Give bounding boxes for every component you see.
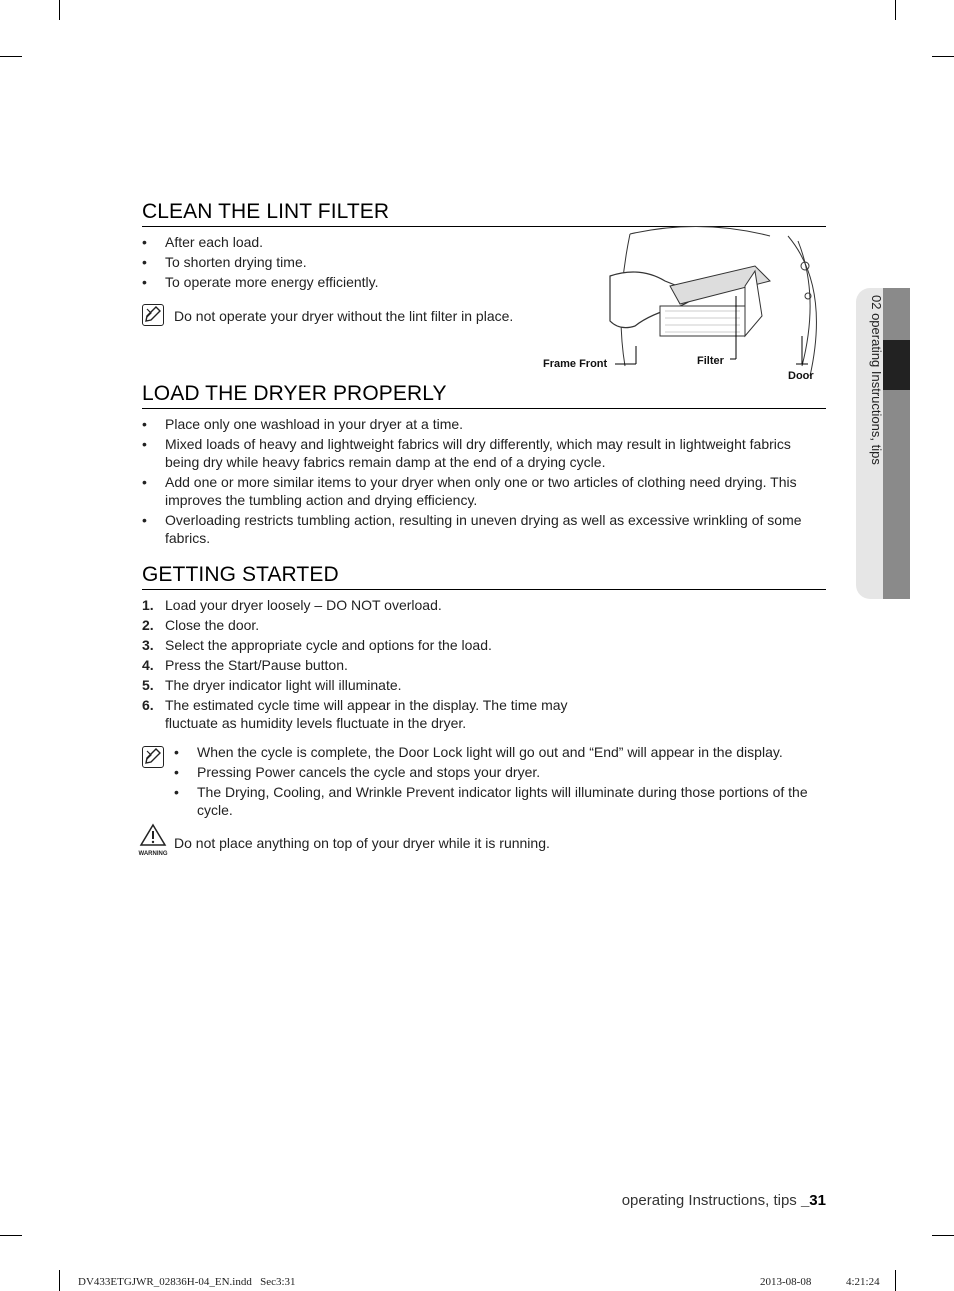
step-text: The dryer indicator light will illuminate. — [165, 677, 402, 693]
load-bullets — [142, 415, 826, 549]
step-text: Load your dryer loosely – DO NOT overload. — [165, 597, 442, 613]
list-item: • Add one or more similar items to your dryer when only one or two articles of clothing need drying. This improves the tumbling action and drying efficiency. — [142, 473, 826, 509]
step-text: Press the Start/Pause button. — [165, 657, 348, 673]
callout-frame-front: Frame Front — [543, 358, 608, 370]
slug-time: 4:21:24 — [846, 1276, 880, 1288]
side-tab-bar — [883, 288, 910, 599]
list-item: • Mixed loads of heavy and lightweight fabrics will dry differently, which may result in lightweight fabrics being dry while heavy fabrics remain damp at the end of a drying cycle. — [142, 435, 826, 471]
step-number: 3. — [142, 637, 154, 653]
crop-mark — [895, 0, 896, 20]
lint-note: Do not operate your dryer without the lint filter in place. — [174, 308, 514, 324]
lint-bullets — [142, 233, 562, 293]
step-number: 2. — [142, 617, 154, 633]
footer-section: operating Instructions, tips — [621, 1192, 797, 1209]
list-item — [142, 696, 582, 732]
list-item — [142, 676, 582, 694]
list-item: • After each load. — [142, 233, 562, 251]
list-item: • When the cycle is complete, the Door Lock light will go out and “End” will appear in the display. — [174, 743, 826, 761]
step-number: 6. — [142, 697, 154, 713]
list-item: • The Drying, Cooling, and Wrinkle Prevent indicator lights will illuminate during those portions of the cycle. — [174, 783, 826, 819]
start-note-bullets — [174, 743, 826, 821]
crop-mark — [932, 1235, 954, 1236]
callout-door: Door — [788, 370, 814, 382]
warning-label: WARNING — [138, 851, 168, 857]
step-number: 1. — [142, 597, 154, 613]
list-item: • Pressing Power cancels the cycle and stops your dryer. — [174, 763, 826, 781]
step-text: Close the door. — [165, 617, 260, 633]
list-item — [142, 656, 582, 674]
list-item — [142, 636, 582, 654]
section-title-start: GETTING STARTED — [142, 563, 826, 590]
side-tab-label: 02 operating Instructions, tips — [869, 295, 884, 465]
list-item — [142, 596, 582, 614]
note-pencil-icon — [142, 304, 164, 326]
note-pencil-icon — [142, 746, 164, 768]
step-text: Select the appropriate cycle and options for the load. — [165, 637, 492, 653]
callout-filter: Filter — [697, 355, 724, 367]
warning-text: Do not place anything on top of your dryer while it is running. — [174, 835, 550, 851]
page-footer — [560, 1192, 826, 1209]
side-tab-active-marker — [883, 340, 910, 390]
crop-mark — [59, 1270, 60, 1291]
list-item: • To shorten drying time. — [142, 253, 562, 271]
slug-file: DV433ETGJWR_02836H-04_EN.indd Sec3:31 — [78, 1276, 296, 1288]
warning-triangle-icon — [136, 823, 170, 857]
section-title-load: LOAD THE DRYER PROPERLY — [142, 382, 826, 409]
crop-mark — [0, 56, 22, 57]
list-item: • Overloading restricts tumbling action, resulting in uneven drying as well as excessive wrinkling of some fabrics. — [142, 511, 826, 547]
slug-date: 2013-08-08 — [760, 1276, 812, 1288]
list-item: • To operate more energy efficiently. — [142, 273, 562, 291]
start-steps — [142, 596, 582, 734]
step-number: 4. — [142, 657, 154, 673]
page-number: _31 — [800, 1192, 826, 1209]
step-number: 5. — [142, 677, 154, 693]
crop-mark — [932, 56, 954, 57]
crop-mark — [895, 1270, 896, 1291]
step-text: The estimated cycle time will appear in the display. The time may fluctuate as humidity levels fluctuate in the dryer. — [165, 697, 568, 731]
list-item — [142, 616, 582, 634]
crop-mark — [59, 0, 60, 20]
list-item: • Place only one washload in your dryer at a time. — [142, 415, 826, 433]
section-title-lint: CLEAN THE LINT FILTER — [142, 200, 826, 227]
crop-mark — [0, 1235, 22, 1236]
